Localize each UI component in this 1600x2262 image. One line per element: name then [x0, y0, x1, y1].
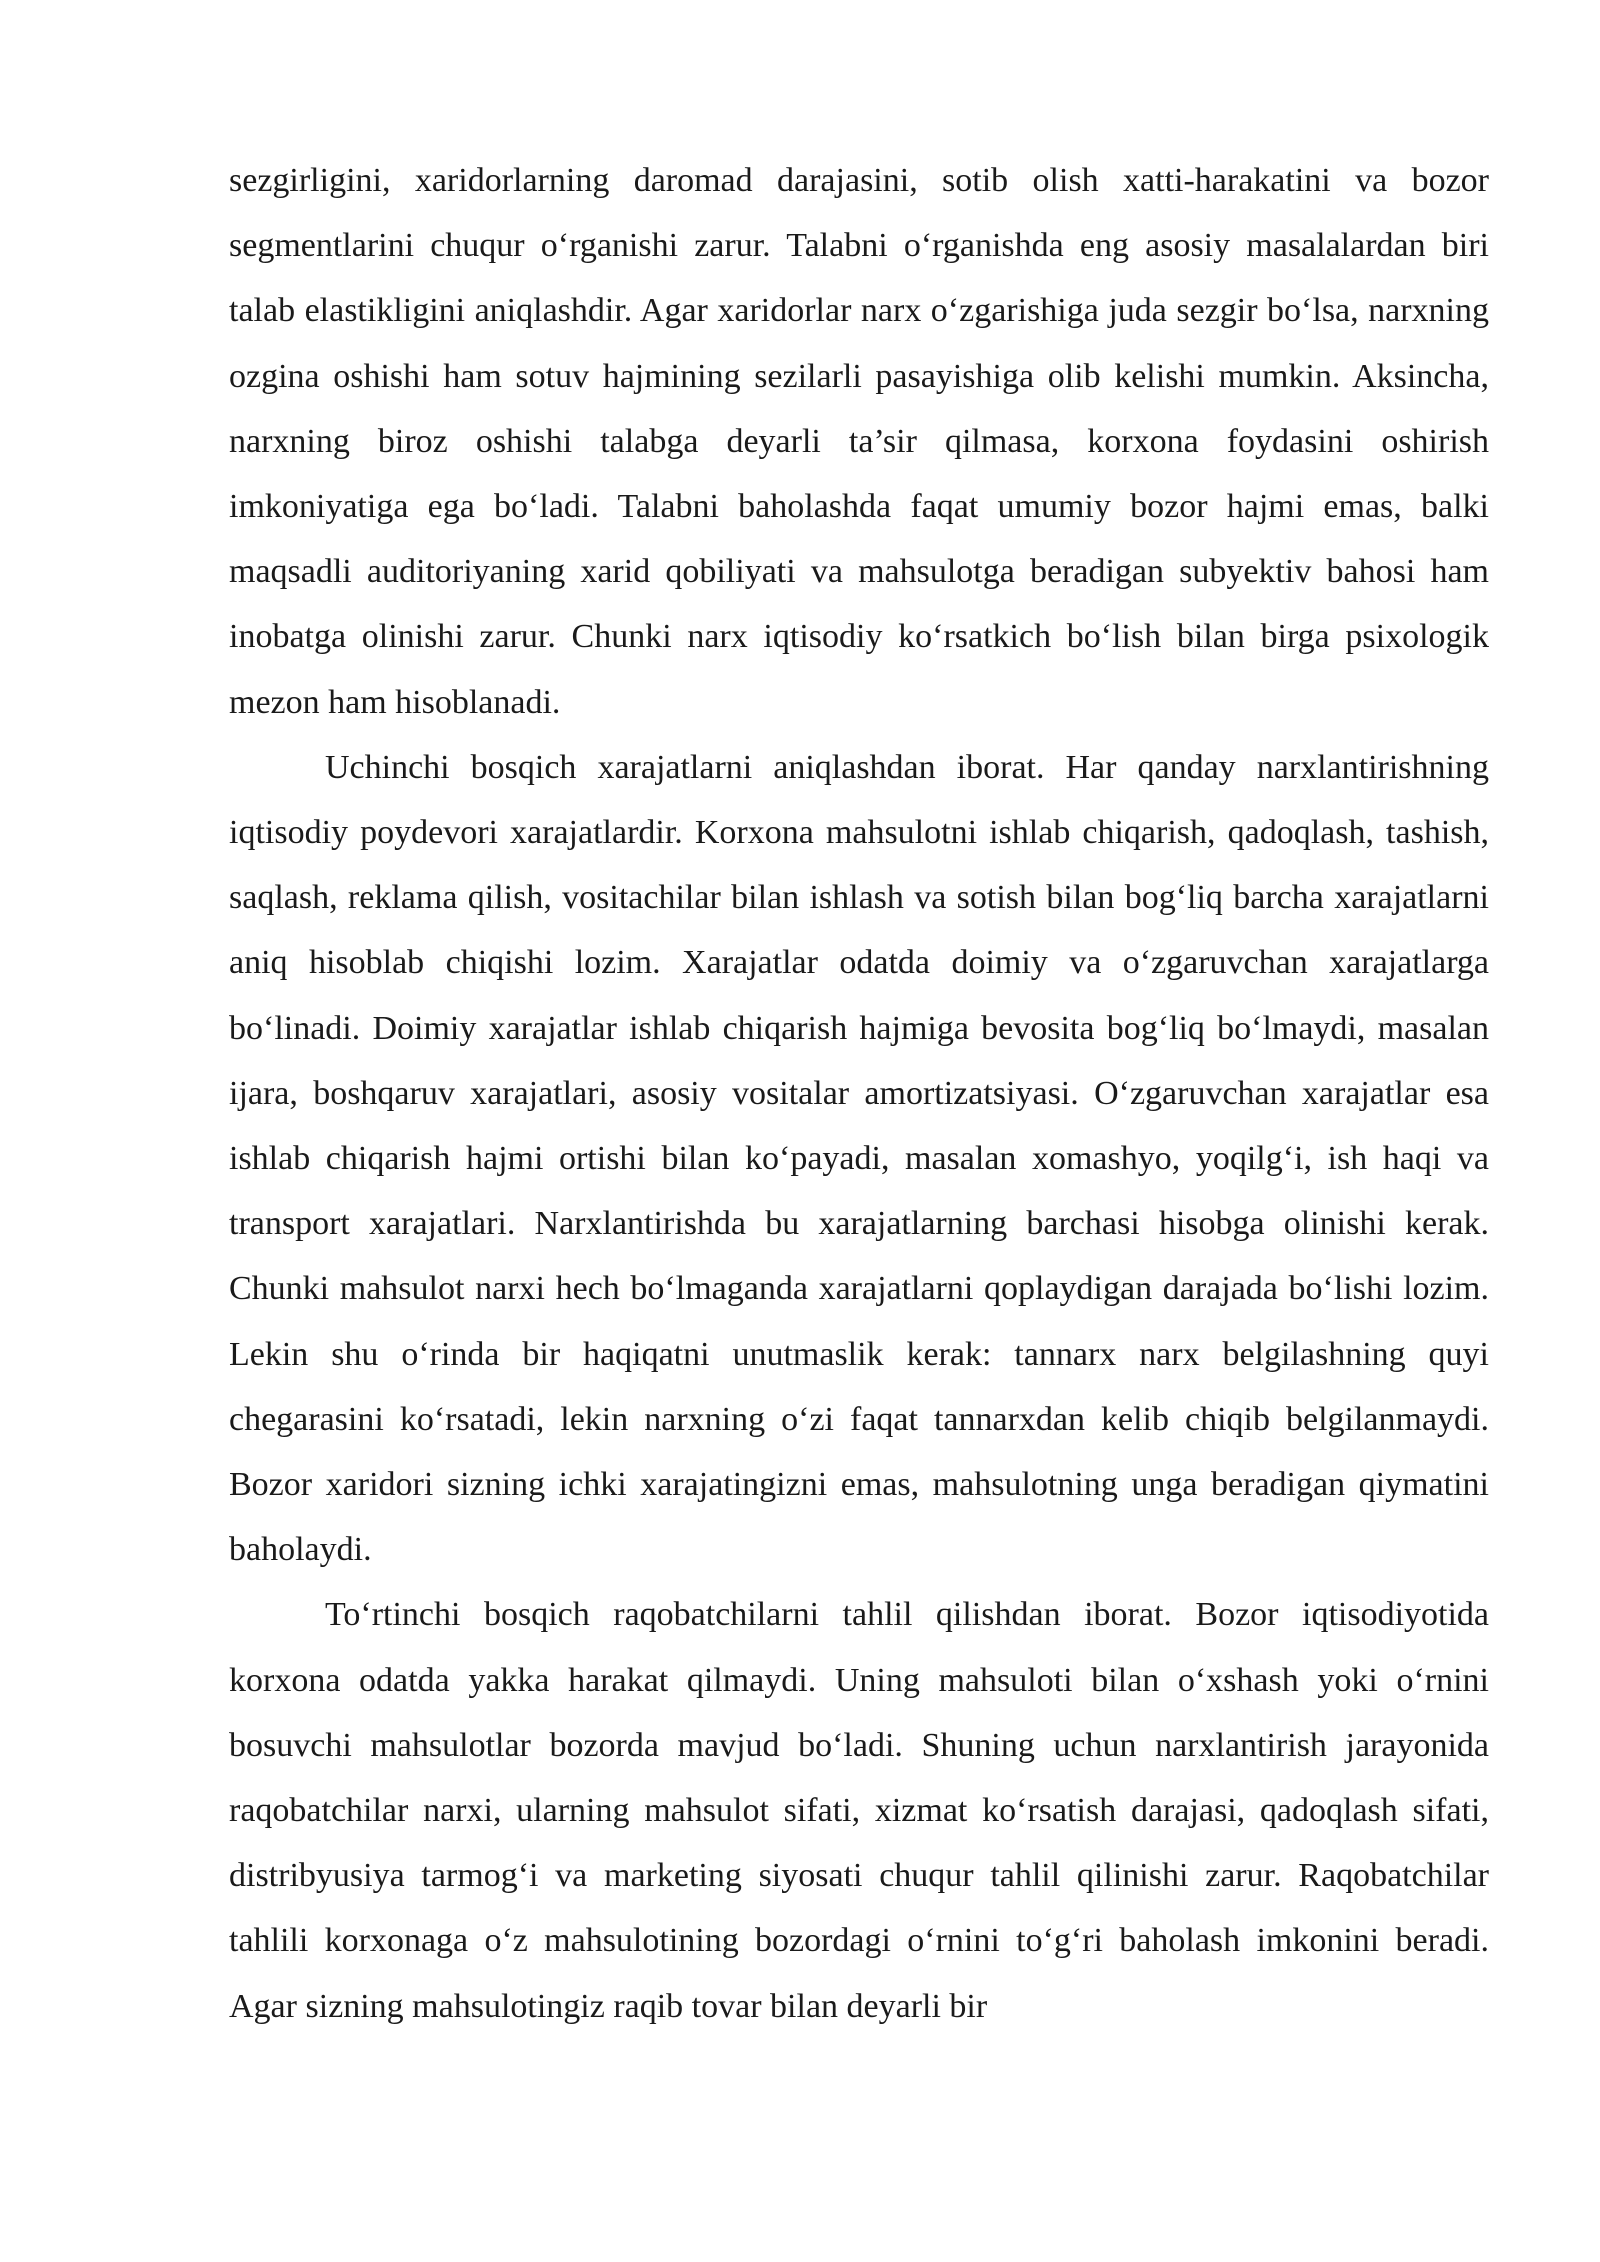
paragraph-fourth-stage: To‘rtinchi bosqich raqobatchilarni tahlil qilishdan iborat. Bozor iqtisodiyotida korxona odatda yakka harakat qilmaydi. Uning mahsuloti bilan o‘xshash yoki o‘rnini bosuvchi mahsulotlar bozorda mavjud bo‘ladi. Shuning uchun narxlantirish jarayonida raqobatchilar narxi, ularning mahsulot sifati, xizmat ko‘rsatish darajasi, qadoqlash sifati, distribyusiya tarmog‘i va marketing siyosati chuqur tahlil qilinishi zarur. Raqobatchilar tahlili korxonaga o‘z mahsulotining bozordagi o‘rnini to‘g‘ri baholash imkonini beradi. Agar sizning mahsulotingiz raqib tovar bilan deyarli bir: [229, 1596, 1489, 2025]
document-body: [229, 148, 1489, 2039]
paragraph-third-stage: Uchinchi bosqich xarajatlarni aniqlashdan iborat. Har qanday narxlantirishning iqtisodiy poydevori xarajatlardir. Korxona mahsulotni ishlab chiqarish, qadoqlash, tashish, saqlash, reklama qilish, vositachilar bilan ishlash va sotish bilan bog‘liq barcha xarajatlarni aniq hisoblab chiqishi lozim. Xarajatlar odatda doimiy va o‘zgaruvchan xarajatlarga bo‘linadi. Doimiy xarajatlar ishlab chiqarish hajmiga bevosita bog‘liq bo‘lmaydi, masalan ijara, boshqaruv xarajatlari, asosiy vositalar amortizatsiyasi. O‘zgaruvchan xarajatlar esa ishlab chiqarish hajmi ortishi bilan ko‘payadi, masalan xomashyo, yoqilg‘i, ish haqi va transport xarajatlari. Narxlantirishda bu xarajatlarning barchasi hisobga olinishi kerak. Chunki mahsulot narxi hech bo‘lmaganda xarajatlarni qoplaydigan darajada bo‘lishi lozim. Lekin shu o‘rinda bir haqiqatni unutmaslik kerak: tannarx narx belgilashning quyi chegarasini ko‘rsatadi, lekin narxning o‘zi faqat tannarxdan kelib chiqib belgilanmaydi. Bozor xaridori sizning ichki xarajatingizni emas, mahsulotning unga beradigan qiymatini baholaydi.: [229, 748, 1489, 1569]
paragraph-continuation: sezgirligini, xaridorlarning daromad darajasini, sotib olish xatti-harakatini va bozor segmentlarini chuqur o‘rganishi zarur. Talabni o‘rganishda eng asosiy masalalardan biri talab elastikligini aniqlashdir. Agar xaridorlar narx o‘zgarishiga juda sezgir bo‘lsa, narxning ozgina oshishi ham sotuv hajmining sezilarli pasayishiga olib kelishi mumkin. Aksincha, narxning biroz oshishi talabga deyarli ta’sir qilmasa, korxona foydasini oshirish imkoniyatiga ega bo‘ladi. Talabni baholashda faqat umumiy bozor hajmi emas, balki maqsadli auditoriyaning xarid qobiliyati va mahsulotga beradigan subyektiv bahosi ham inobatga olinishi zarur. Chunki narx iqtisodiy ko‘rsatkich bo‘lish bilan birga psixologik mezon ham hisoblanadi.: [229, 162, 1489, 721]
